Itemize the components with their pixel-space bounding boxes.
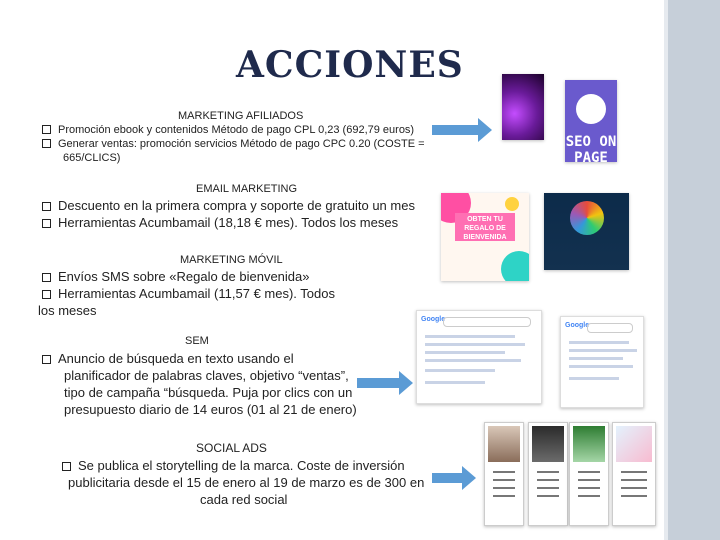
sem-line-4: presupuesto diario de 14 euros (01 al 21 de enero) bbox=[64, 402, 357, 417]
bullet-text: Promoción ebook y contenidos Método de pago CPL 0,23 (692,79 euros) bbox=[58, 124, 415, 136]
arrow-right-icon bbox=[357, 378, 399, 388]
bullet-email-2 bbox=[42, 215, 398, 231]
story-text-line bbox=[578, 479, 600, 481]
bullet-text: Generar ventas: promoción servicios Método de pago CPC 0.20 (COSTE = bbox=[58, 138, 425, 150]
result-line bbox=[569, 365, 633, 368]
story-text-line bbox=[537, 471, 559, 473]
side-accent-bar bbox=[668, 0, 720, 540]
story-text-line bbox=[493, 495, 515, 497]
story-text-line bbox=[493, 479, 515, 481]
sem-line-2: planificador de palabras claves, objetivo “ventas”, bbox=[64, 368, 349, 383]
bullet-afiliados-2-cont: 665/CLICS) bbox=[63, 152, 121, 164]
checkbox-bullet-icon bbox=[42, 290, 51, 299]
story-image bbox=[616, 426, 652, 462]
story-text-line bbox=[537, 495, 559, 497]
result-line bbox=[569, 377, 619, 380]
yellow-dot-shape bbox=[505, 197, 519, 211]
bullet-text: Se publica el storytelling de la marca. Coste de inversión bbox=[78, 458, 405, 473]
seo-on-page-thumbnail bbox=[565, 80, 617, 162]
checkbox-bullet-icon bbox=[42, 273, 51, 282]
search-ad-thumbnail-1 bbox=[416, 310, 542, 404]
story-text-line bbox=[621, 487, 647, 489]
bullet-movil-1 bbox=[42, 269, 310, 285]
story-thumbnail-3 bbox=[569, 422, 609, 526]
story-thumbnail-4 bbox=[612, 422, 656, 526]
story-text-line bbox=[493, 471, 515, 473]
bullet-movil-2-cont: los meses bbox=[38, 303, 97, 318]
heading-movil: MARKETING MÓVIL bbox=[180, 254, 283, 266]
teal-blob-shape bbox=[501, 251, 529, 281]
checkbox-bullet-icon bbox=[62, 462, 71, 471]
story-image bbox=[573, 426, 605, 462]
bullet-afiliados-2 bbox=[42, 137, 425, 151]
heading-social: SOCIAL ADS bbox=[196, 441, 267, 455]
result-line bbox=[425, 351, 505, 354]
bullet-text: Anuncio de búsqueda en texto usando el bbox=[58, 351, 294, 366]
search-brand-label: Google bbox=[565, 322, 590, 329]
story-text-line bbox=[621, 471, 647, 473]
result-line bbox=[425, 369, 495, 372]
bullet-text: Envíos SMS sobre «Regalo de bienvenida» bbox=[58, 269, 310, 284]
story-text-line bbox=[537, 479, 559, 481]
bullet-text: Descuento en la primera compra y soporte de gratuito un mes bbox=[58, 198, 415, 213]
search-bar-shape bbox=[587, 323, 633, 333]
search-ad-thumbnail-2 bbox=[560, 316, 644, 408]
checkbox-bullet-icon bbox=[42, 219, 51, 228]
bullet-email-1 bbox=[42, 198, 415, 214]
purple-ebook-thumbnail bbox=[502, 74, 544, 140]
heading-afiliados: MARKETING AFILIADOS bbox=[178, 110, 304, 122]
story-text-line bbox=[621, 479, 647, 481]
story-thumbnail-1 bbox=[484, 422, 524, 526]
search-bar-shape bbox=[443, 317, 531, 327]
story-text-line bbox=[493, 487, 515, 489]
result-line bbox=[425, 335, 515, 338]
heading-sem: SEM bbox=[185, 335, 209, 347]
sem-line-3: tipo de campaña “búsqueda. Puja por clics con un bbox=[64, 385, 353, 400]
story-text-line bbox=[578, 495, 600, 497]
bullet-movil-2 bbox=[42, 286, 335, 302]
welcome-gift-thumbnail bbox=[441, 193, 529, 281]
checkbox-bullet-icon bbox=[42, 355, 51, 364]
social-line-2: publicitaria desde el 15 de enero al 19 de marzo es de 300 en bbox=[68, 475, 425, 490]
sem-line-1 bbox=[42, 351, 294, 367]
checkbox-bullet-icon bbox=[42, 202, 51, 211]
search-brand-label: Google bbox=[421, 316, 446, 323]
result-line bbox=[425, 343, 525, 346]
bullet-text: Herramientas Acumbamail (11,57 € mes). Todos bbox=[58, 286, 335, 301]
colorful-ring-icon bbox=[570, 201, 604, 235]
result-line bbox=[569, 357, 623, 360]
story-image bbox=[532, 426, 564, 462]
story-text-line bbox=[621, 495, 647, 497]
logo-circle-icon bbox=[576, 94, 606, 124]
arrow-right-icon bbox=[432, 125, 478, 135]
checkbox-bullet-icon bbox=[42, 139, 51, 148]
result-line bbox=[569, 341, 629, 344]
result-line bbox=[569, 349, 637, 352]
result-line bbox=[425, 381, 485, 384]
result-line bbox=[425, 359, 521, 362]
story-text-line bbox=[537, 487, 559, 489]
heading-email: EMAIL MARKETING bbox=[196, 183, 298, 195]
arrow-right-icon bbox=[432, 473, 462, 483]
story-text-line bbox=[578, 471, 600, 473]
story-text-line bbox=[578, 487, 600, 489]
social-line-1 bbox=[62, 458, 405, 474]
discount-promo-thumbnail bbox=[544, 193, 629, 270]
story-thumbnail-2 bbox=[528, 422, 568, 526]
seo-on-page-text: SEO ON PAGE bbox=[565, 134, 617, 162]
social-line-3: cada red social bbox=[200, 492, 288, 507]
bullet-text: Herramientas Acumbamail (18,18 € mes). Todos los meses bbox=[58, 215, 399, 230]
checkbox-bullet-icon bbox=[42, 125, 51, 134]
bullet-afiliados-1 bbox=[42, 123, 414, 137]
welcome-gift-banner: OBTEN TU REGALO DE BIENVENIDA bbox=[455, 213, 515, 241]
story-image bbox=[488, 426, 520, 462]
page-title: ACCIONES bbox=[236, 44, 464, 86]
